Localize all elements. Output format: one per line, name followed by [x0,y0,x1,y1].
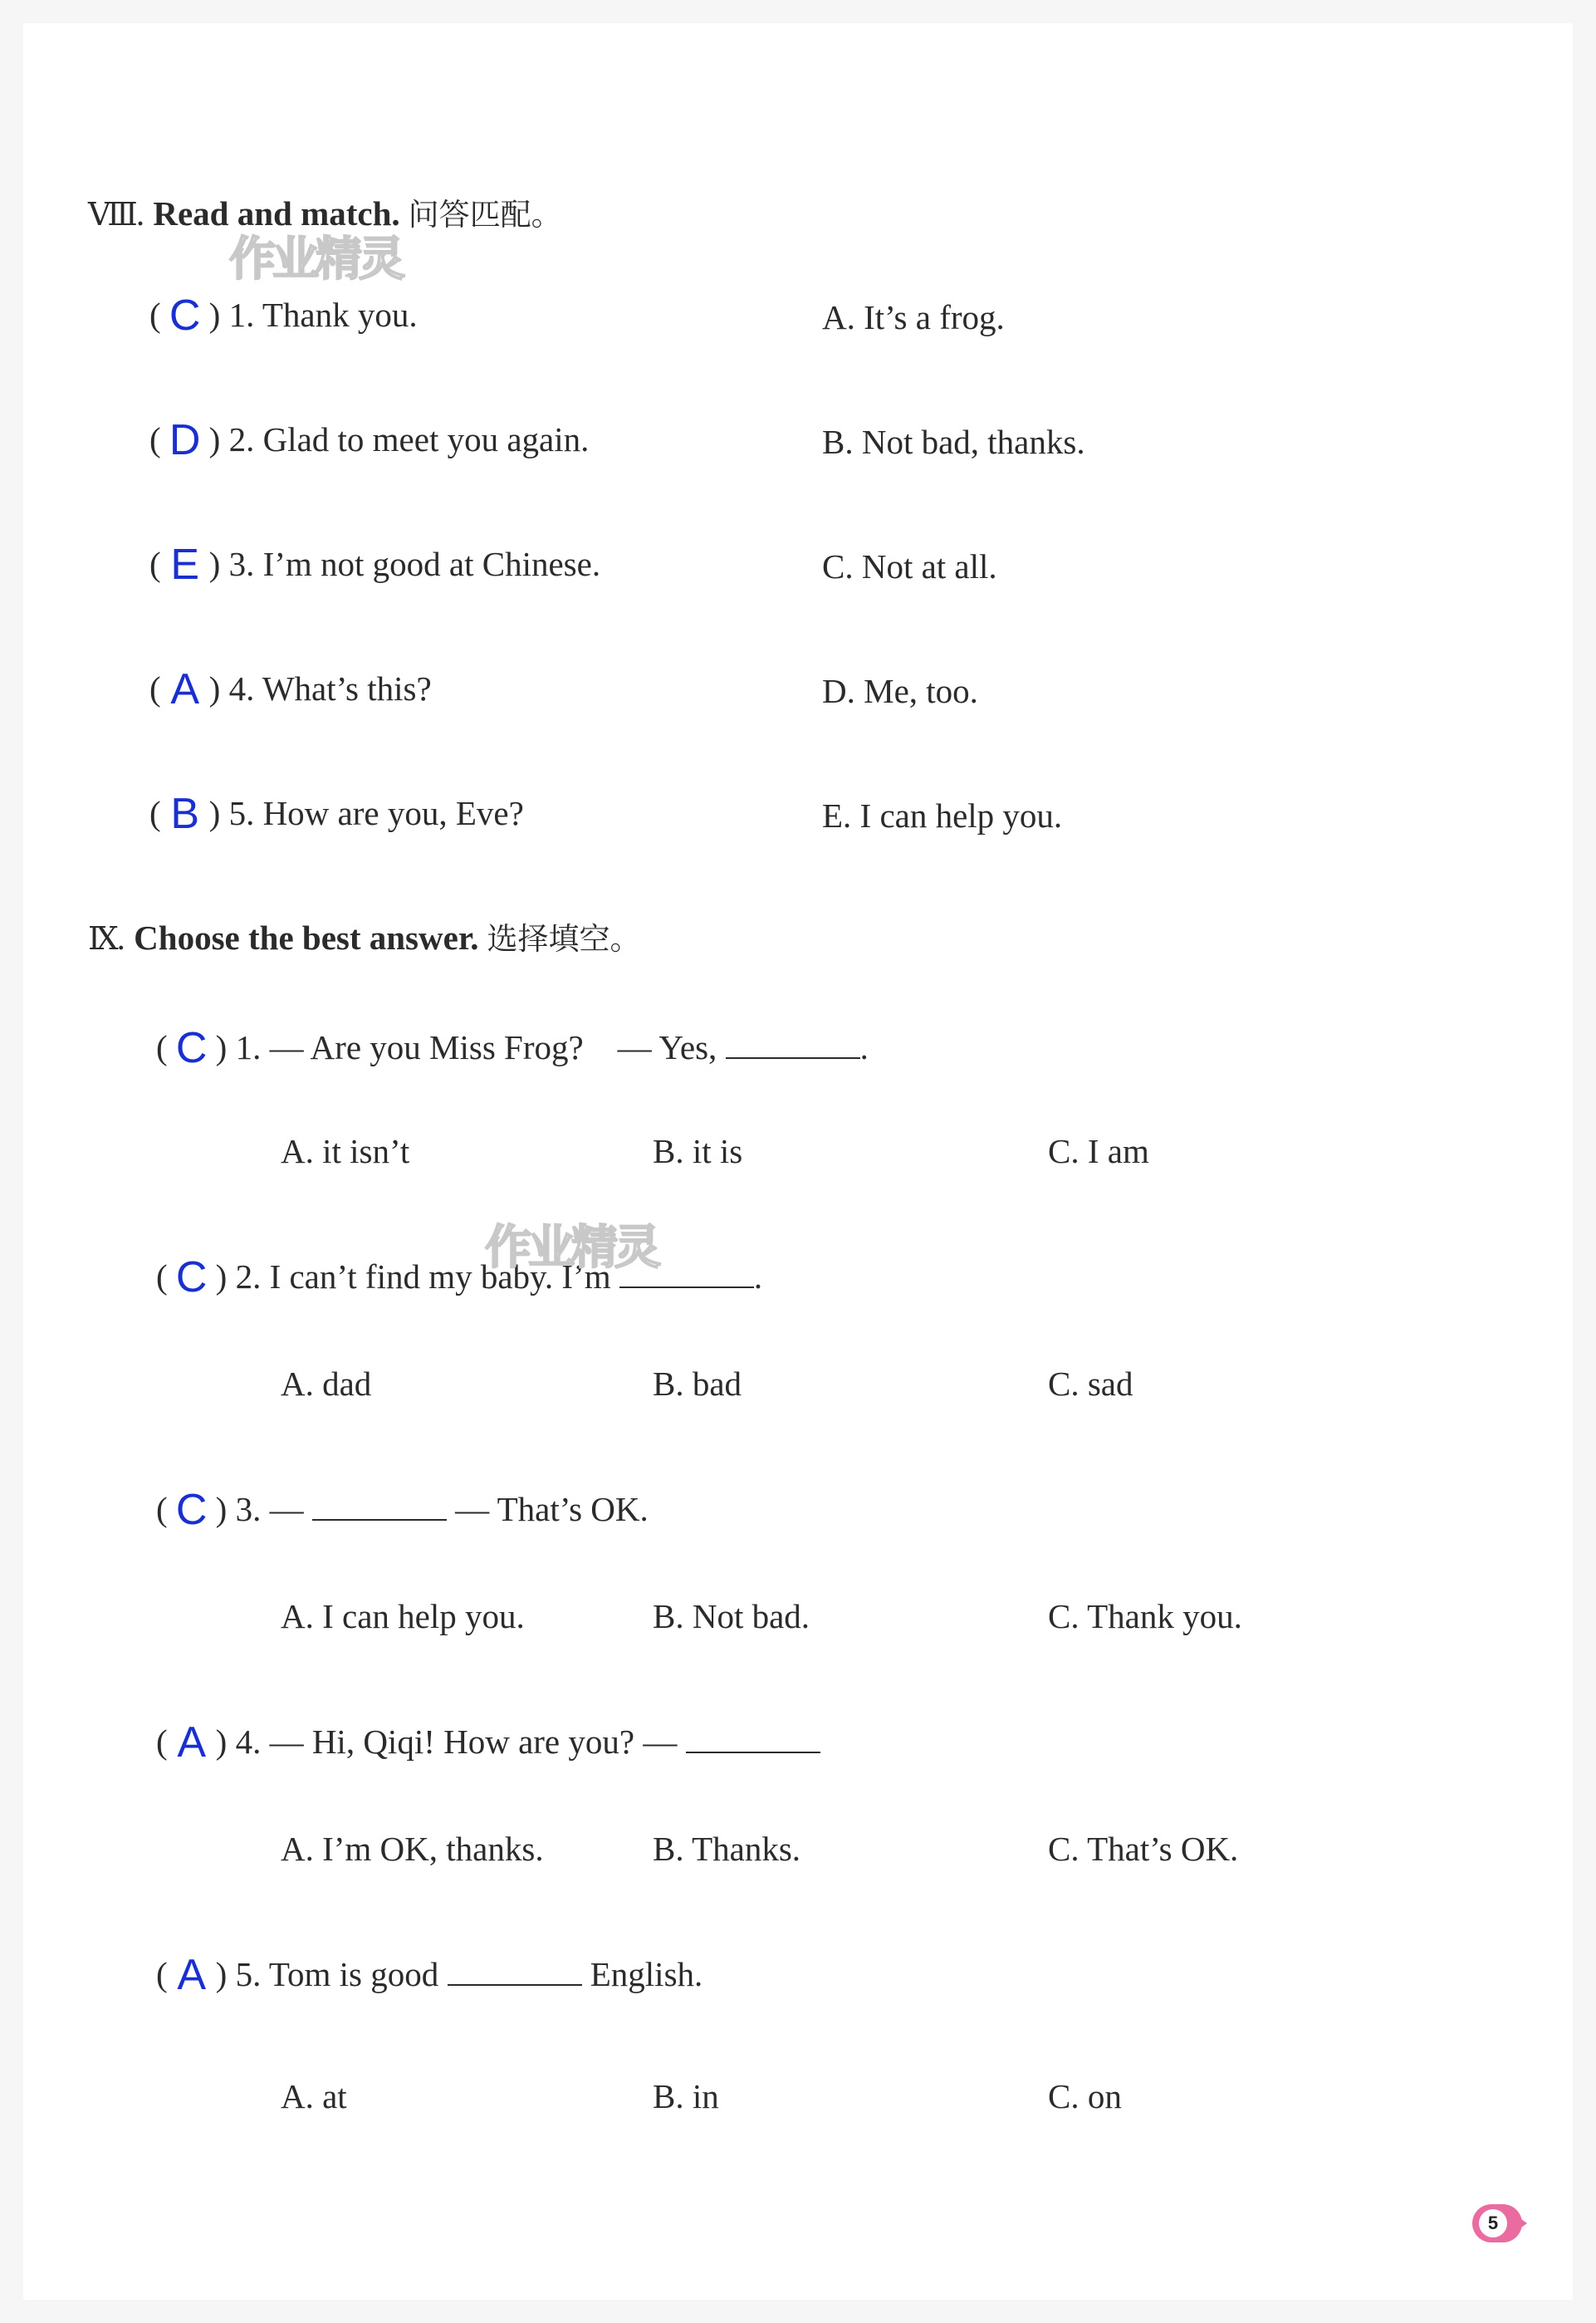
section-9-numeral: Ⅸ [88,920,117,957]
watermark: 作业精灵 [229,233,402,287]
section-8-heading: Ⅷ. Read and match. 问答匹配。 [88,194,562,233]
answer-mark: A [170,665,199,713]
question-text: 5. Tom is good [235,1955,439,1993]
option-a: A. I’m OK, thanks. [281,1830,544,1868]
option-b: B. bad [653,1365,742,1403]
question-row: ( C ) 1. — Are you Miss Frog? — Yes, . [156,1024,869,1072]
section-9-instruction: 选择填空。 [487,921,641,957]
option-c: C. Thank you. [1048,1597,1242,1635]
option-b: B. it is [653,1132,743,1170]
worksheet-page [23,23,1573,2300]
match-choice: B. Not bad, thanks. [822,423,1085,461]
answer-blank [686,1727,820,1753]
option-b: B. Not bad. [653,1597,810,1635]
option-c: C. on [1048,2077,1122,2115]
option-a: A. dad [281,1365,372,1403]
option-b: B. Thanks. [653,1830,801,1868]
answer-blank [448,1959,582,1986]
question-text: 2. I can’t find my baby. I’m [235,1257,611,1296]
option-a: A. I can help you. [281,1597,525,1635]
section-9-heading: Ⅸ. Choose the best answer. 选择填空。 [88,919,641,957]
match-choice: C. Not at all. [822,547,997,586]
answer-mark: A [177,1718,206,1767]
answer-blank [726,1032,860,1059]
answer-mark: A [177,1951,206,1999]
option-c: C. I am [1048,1132,1149,1170]
match-item: ( B ) 5. How are you, Eve? [149,790,524,838]
page-number: 5 [1479,2209,1507,2237]
answer-blank [312,1494,447,1521]
answer-mark: D [169,416,201,464]
option-b: B. in [653,2077,719,2115]
section-8-title: Read and match. [153,194,400,233]
answer-mark: C [175,1486,208,1534]
question-row: ( A ) 5. Tom is good English. [156,1951,703,1999]
answer-mark: C [169,292,201,340]
section-9-title: Choose the best answer. [134,919,479,957]
match-question: 4. What’s this? [228,669,432,708]
match-question: 1. Thank you. [228,296,418,334]
match-item: ( E ) 3. I’m not good at Chinese. [149,541,601,589]
question-text: 3. — [235,1490,304,1528]
option-a: A. at [281,2077,347,2115]
watermark: 作业精灵 [485,1221,658,1275]
option-c: C. That’s OK. [1048,1830,1239,1868]
question-row: ( C ) 3. — — That’s OK. [156,1486,649,1534]
option-c: C. sad [1048,1365,1133,1403]
match-item: ( C ) 1. Thank you. [149,292,418,340]
match-question: 2. Glad to meet you again. [228,420,590,458]
match-question: 3. I’m not good at Chinese. [228,545,601,583]
question-text: 1. — Are you Miss Frog? — Yes, [235,1028,717,1066]
question-row: ( A ) 4. — Hi, Qiqi! How are you? — [156,1718,820,1767]
section-8-instruction: 问答匹配。 [408,197,562,233]
match-question: 5. How are you, Eve? [228,794,524,832]
match-choice: D. Me, too. [822,672,978,710]
section-8-numeral: Ⅷ [88,196,136,233]
question-row: ( C ) 2. I can’t find my baby. I’m . [156,1253,763,1301]
answer-mark: E [170,541,199,589]
match-choice: E. I can help you. [822,796,1063,835]
question-text: 4. — Hi, Qiqi! How are you? — [235,1723,678,1761]
option-a: A. it isn’t [281,1132,410,1170]
answer-mark: B [170,790,199,838]
page-number-badge [1472,2204,1527,2242]
match-choice: A. It’s a frog. [822,298,1005,336]
answer-mark: C [175,1253,208,1301]
match-item: ( A ) 4. What’s this? [149,665,432,713]
match-item: ( D ) 2. Glad to meet you again. [149,416,590,464]
answer-mark: C [175,1024,208,1072]
